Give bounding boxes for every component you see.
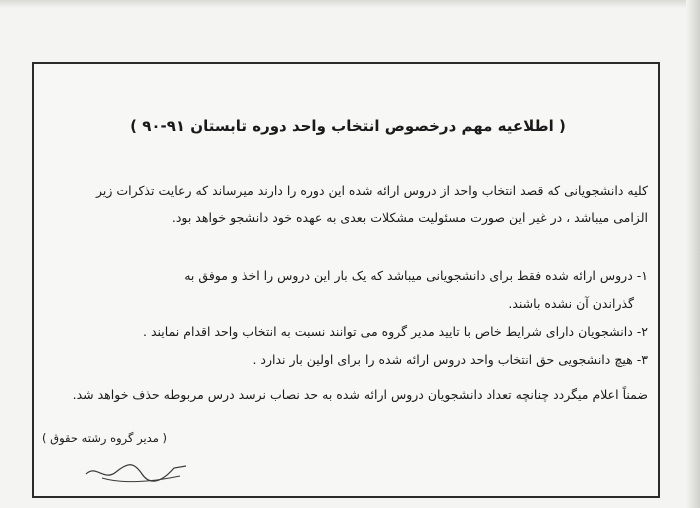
rule-item-2 [38, 318, 648, 346]
rule-number: ۱- [636, 268, 648, 283]
rule-item-3 [38, 346, 648, 374]
scan-edge-right [686, 0, 700, 508]
notice-frame [32, 62, 660, 498]
rule-text: دروس ارائه شده فقط برای دانشجویانی میباشد که یک بار این دروس را اخذ و موفق به [184, 268, 633, 283]
rule-text: هیچ دانشجویی حق انتخاب واحد دروس ارائه شده را برای اولین بار ندارد . [252, 352, 633, 367]
intro-paragraph [38, 177, 648, 231]
scan-edge-top [0, 0, 700, 8]
intro-line-2: الزامی میباشد ، در غیر این صورت مسئولیت مشکلات بعدی به عهده خود دانشجو خواهد بود. [171, 210, 648, 225]
footnote: ضمناً اعلام میگردد چنانچه تعداد دانشجویان دروس ارائه شده به حد نصاب نرسد درس مربوطه حذف خواهد شد. [72, 387, 648, 402]
rules-list [38, 262, 648, 374]
rule-number: ۲- [636, 324, 648, 339]
rule-number: ۳- [636, 352, 648, 367]
rule-text-continuation: گذراندن آن نشده باشند. [508, 296, 634, 311]
intro-line-1: کلیه دانشجویانی که قصد انتخاب واحد از دروس ارائه شده این دوره را دارند میرساند که رعایت تذکرات زیر [95, 183, 648, 198]
notice-title: ( اطلاعیه مهم درخصوص انتخاب واحد دوره تابستان ۹۱-۹۰ ) [130, 117, 566, 135]
rule-text: دانشجویان دارای شرایط خاص با تایید مدیر گروه می توانند نسبت به انتخاب واحد اقدام نمایند . [143, 324, 633, 339]
handwritten-signature [82, 456, 192, 486]
signature-label: ( مدیر گروه رشته حقوق ) [42, 431, 168, 445]
rule-item-1 [38, 262, 648, 318]
